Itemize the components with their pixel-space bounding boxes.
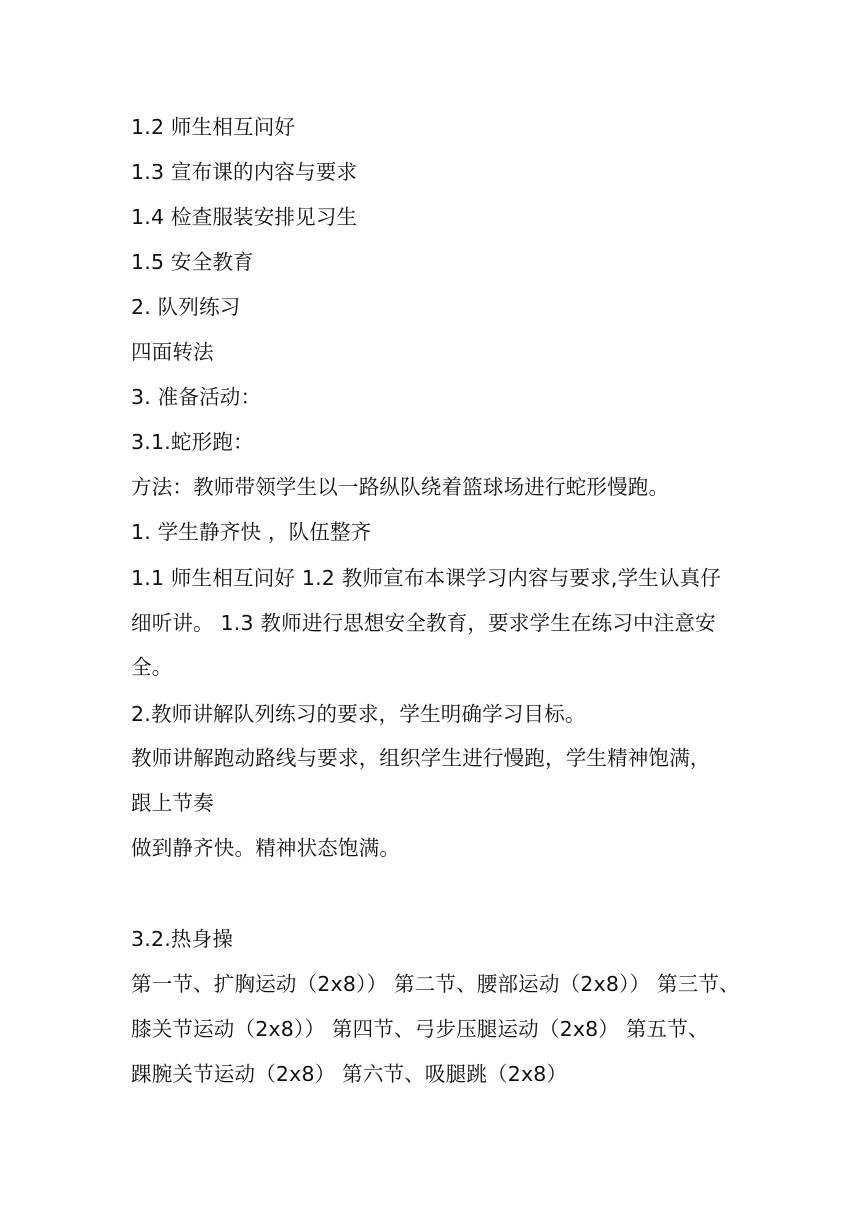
text-line: 1.1 师生相互问好 1.2 教师宣布本课学习内容与要求,学生认真仔 [131,566,722,590]
text-line: 踝腕关节运动（2x8） 第六节、吸腿跳（2x8） [131,1062,568,1086]
text-line: 3.1.蛇形跑： [131,430,254,454]
text-line: 2.教师讲解队列练习的要求，学生明确学习目标。 [131,702,586,726]
text-line: 2. 队列练习 [131,295,241,319]
text-line: 四面转法 [131,340,214,364]
text-line: 3. 准备活动： [131,385,262,409]
text-line: 1.3 宣布课的内容与要求 [131,160,358,184]
text-line: 全。 [131,655,173,679]
text-line: 1.4 检查服装安排见习生 [131,205,358,229]
text-line: 第一节、扩胸运动（2x8）） 第二节、腰部运动（2x8）） 第三节、 [131,972,740,996]
text-line: 细听讲。 1.3 教师进行思想安全教育，要求学生在练习中注意安 [131,611,716,635]
text-line: 3.2.热身操 [131,927,234,951]
text-line: 1.5 安全教育 [131,250,254,274]
text-line: 方法：教师带领学生以一路纵队绕着篮球场进行蛇形慢跑。 [131,475,670,499]
text-line: 跟上节奏 [131,791,214,815]
text-line: 教师讲解跑动路线与要求，组织学生进行慢跑，学生精神饱满， [131,746,711,770]
text-line: 做到静齐快。精神状态饱满。 [131,836,401,860]
text-line: 膝关节运动（2x8）） 第四节、弓步压腿运动（2x8） 第五节、 [131,1017,709,1041]
text-line: 1. 学生静齐快 ，队伍整齐 [131,520,372,544]
text-line: 1.2 师生相互问好 [131,115,296,139]
